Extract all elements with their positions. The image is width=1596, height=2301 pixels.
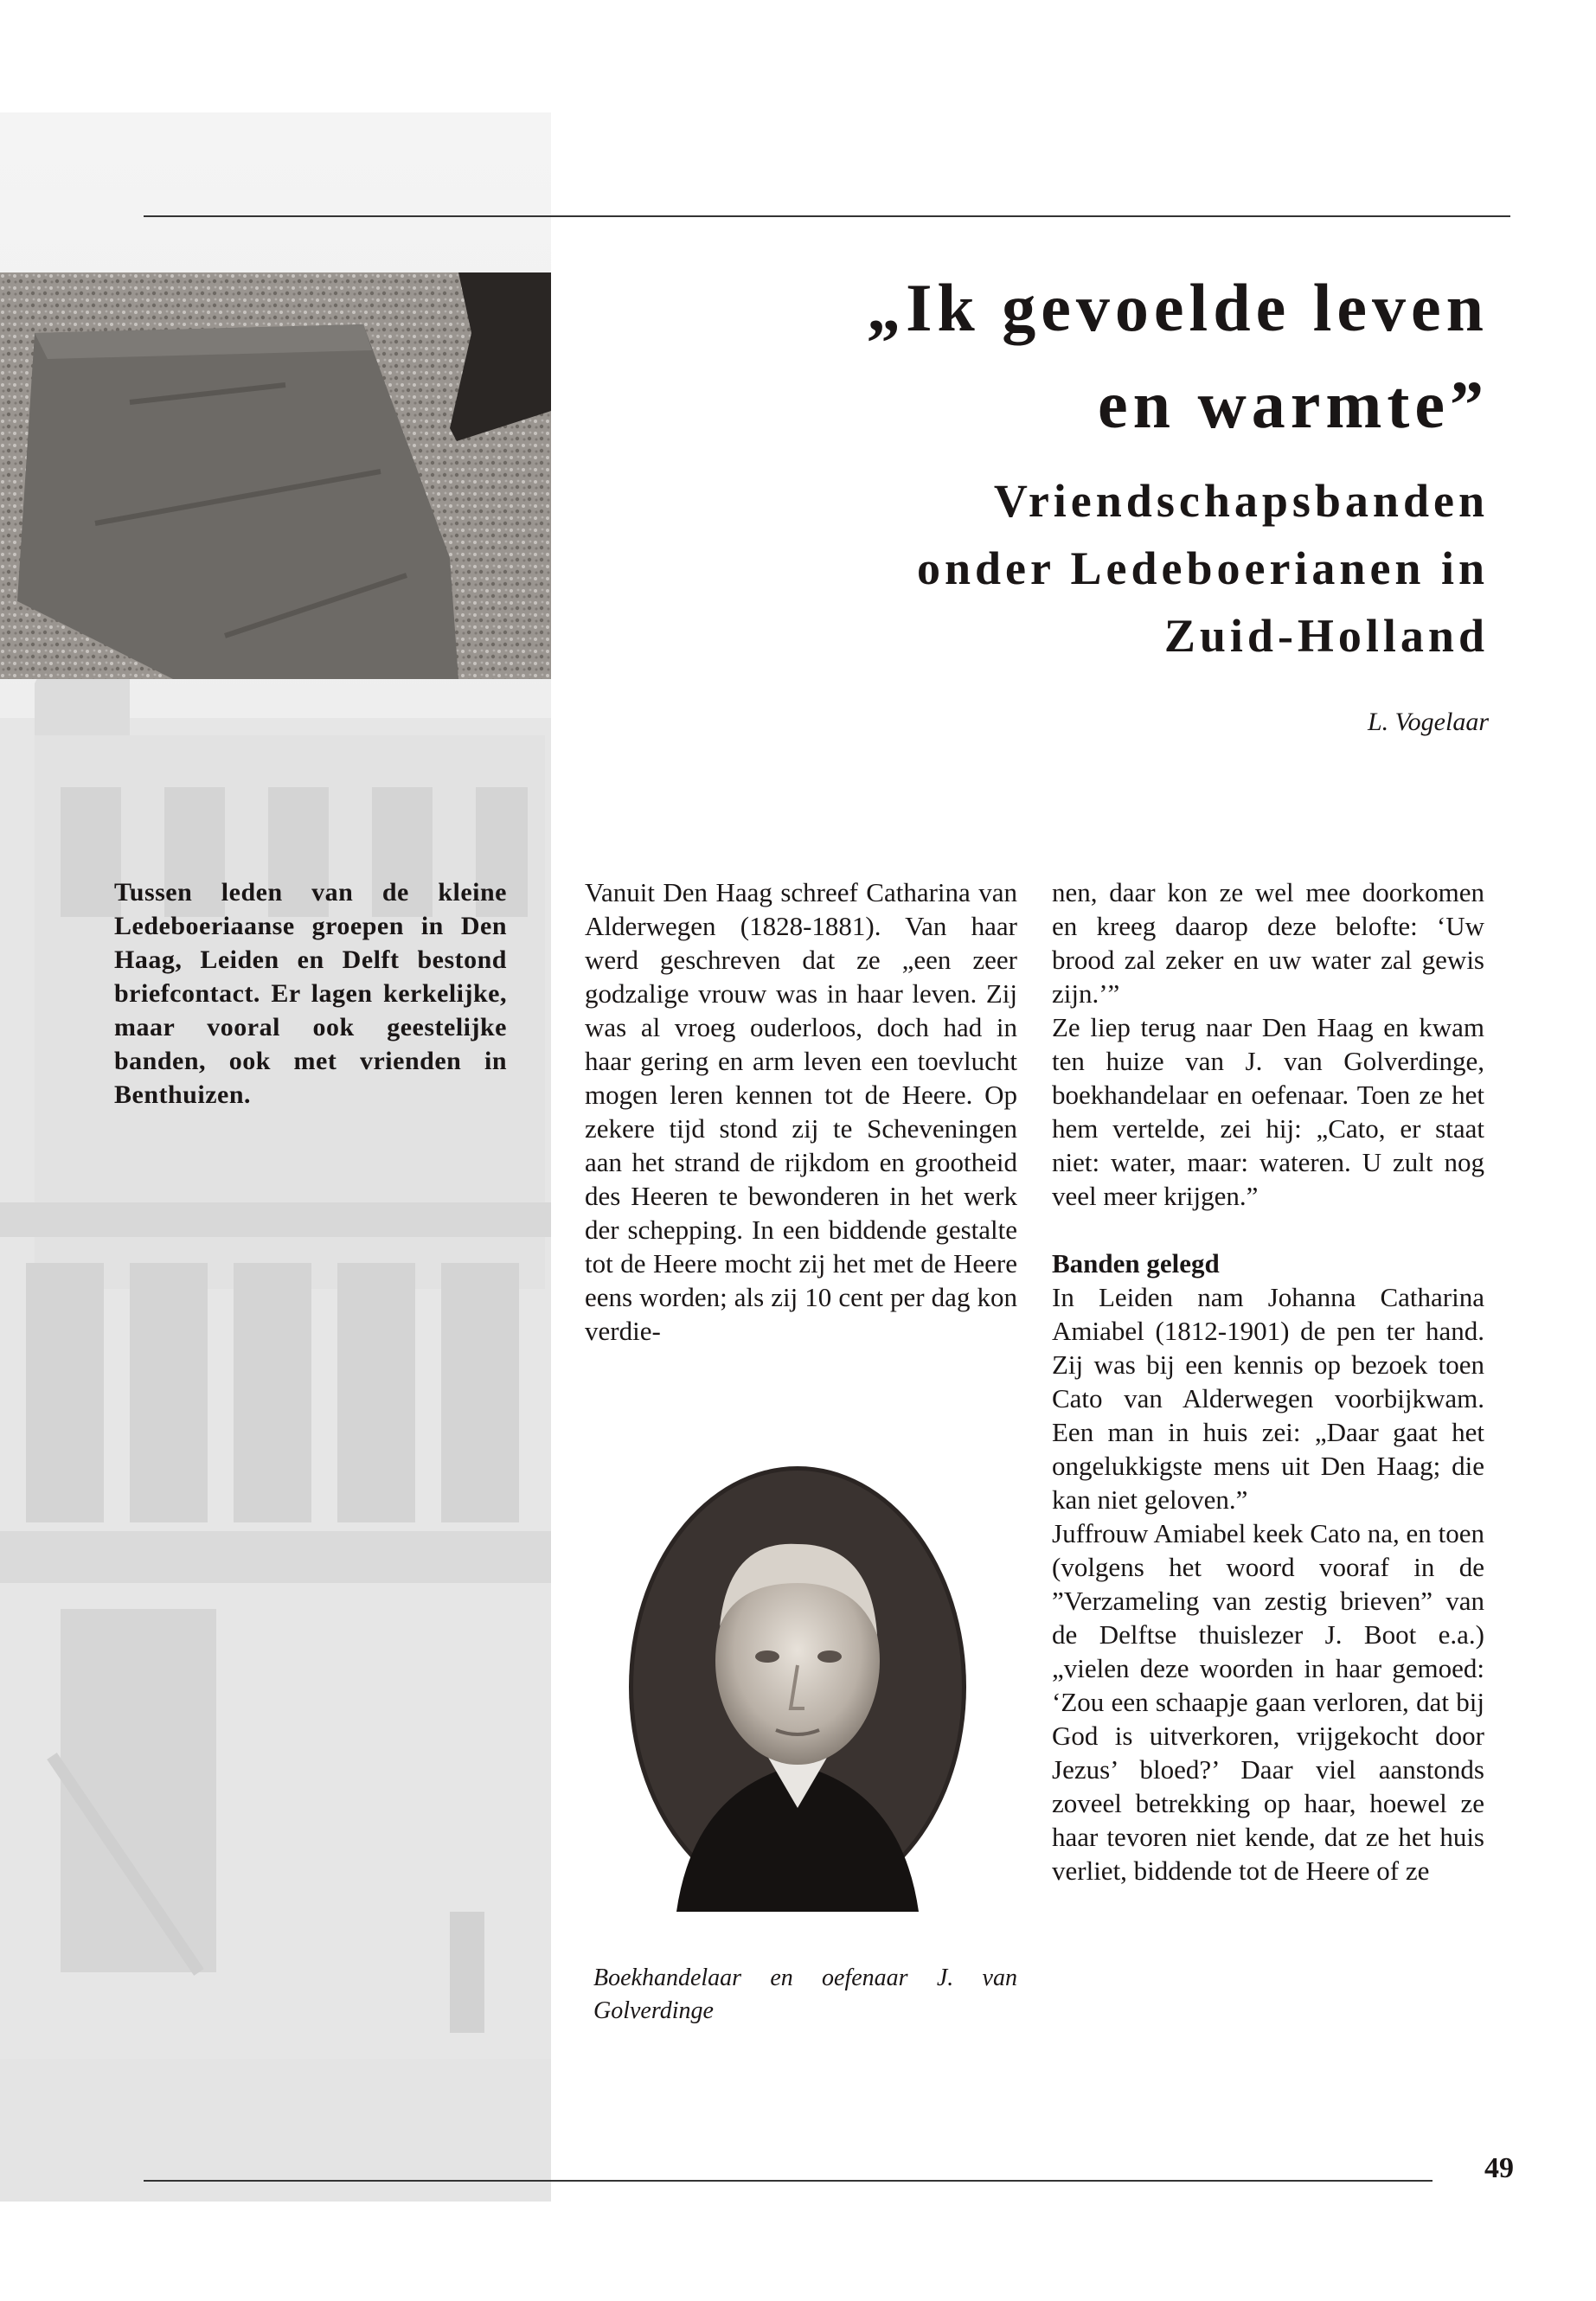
column-2-paragraph-1: nen, daar kon ze wel mee doorkomen en kreeg daarop deze belofte: ‘Uw brood zal zeker en uw water zal gewis zijn.’”: [1052, 877, 1484, 1009]
article-title: [624, 260, 1489, 453]
column-2-paragraph-2: Ze liep terug naar Den Haag en kwam ten huize van J. van Golverdinge, boekhandelaar en oefenaar. Toen ze het hem vertelde, zei hij: „Cato, er staat niet: water, maar: wateren. U zult nog veel meer krijgen.”: [1052, 1012, 1484, 1211]
subtitle-line-3: Zuid-Holland: [1163, 610, 1489, 662]
page-number: 49: [1484, 2152, 1514, 2184]
top-rule: [144, 215, 1510, 217]
column-1: [585, 875, 1017, 1348]
subtitle-line-1: Vriendschapsbanden: [993, 475, 1489, 527]
column-1-paragraph: Vanuit Den Haag schreef Catharina van Alderwegen (1828-1881). Van haar werd geschreven dat ze „een zeer godzalige vrouw was in haar leven. Zij was al vroeg ouderloos, doch had in haar gering en arm leven een toevlucht mogen leren kennen tot de Heere. Op zekere tijd stond zij te Scheveningen aan het strand de rijkdom en grootheid des Heeren te bewonderen in het werk der schepping. In een biddende gestalte tot de Heere mocht zij het met de Heere eens worden; als zij 10 cent per dag kon verdie-: [585, 877, 1017, 1346]
article-subtitle: [745, 467, 1489, 670]
title-line-2: en warmte”: [1097, 367, 1489, 442]
column-2-paragraph-4: Juffrouw Amiabel keek Cato na, en toen (volgens het woord vooraf in de ”Verzameling van zestig brieven” van de Delftse thuislezer J. Boot e.a.) „vielen deze woorden in haar gemoed: ‘Zou een schaapje gaan verloren, dat bij God is uitverkoren, vrijgekocht door Jezus’ bloed?’ Daar viel aanstonds zoveel betrekking op haar, hoewel ze haar tevoren niet kende, dat ze het huis verliet, biddende tot de Heere of ze: [1052, 1518, 1484, 1886]
bottom-rule: [144, 2180, 1433, 2182]
tombstone-photo: [0, 272, 551, 679]
section-heading: Banden gelegd: [1052, 1248, 1220, 1279]
title-line-1: „Ik gevoelde leven: [867, 270, 1489, 345]
author-byline: L. Vogelaar: [1367, 708, 1489, 736]
subtitle-line-2: onder Ledeboerianen in: [916, 542, 1489, 594]
portrait-photo: [625, 1462, 971, 1912]
intro-paragraph: Tussen leden van de kleine Ledeboeriaanse groepen in Den Haag, Leiden en Delft bestond briefcontact. Er lagen kerkelijke, maar vooral ook geestelijke banden, ook met vrienden in Benthuizen.: [114, 878, 507, 1109]
column-2: [1052, 875, 1484, 1888]
portrait-caption: Boekhandelaar en oefenaar J. van Golverdinge: [593, 1965, 1017, 2024]
column-2-paragraph-3: In Leiden nam Johanna Catharina Amiabel (1812-1901) de pen ter hand. Zij was bij een kennis op bezoek toen Cato van Alderwegen voorbijkwam. Een man in huis zei: „Daar gaat het ongelukkigste mens uit Den Haag; die kan niet geloven.”: [1052, 1282, 1484, 1515]
